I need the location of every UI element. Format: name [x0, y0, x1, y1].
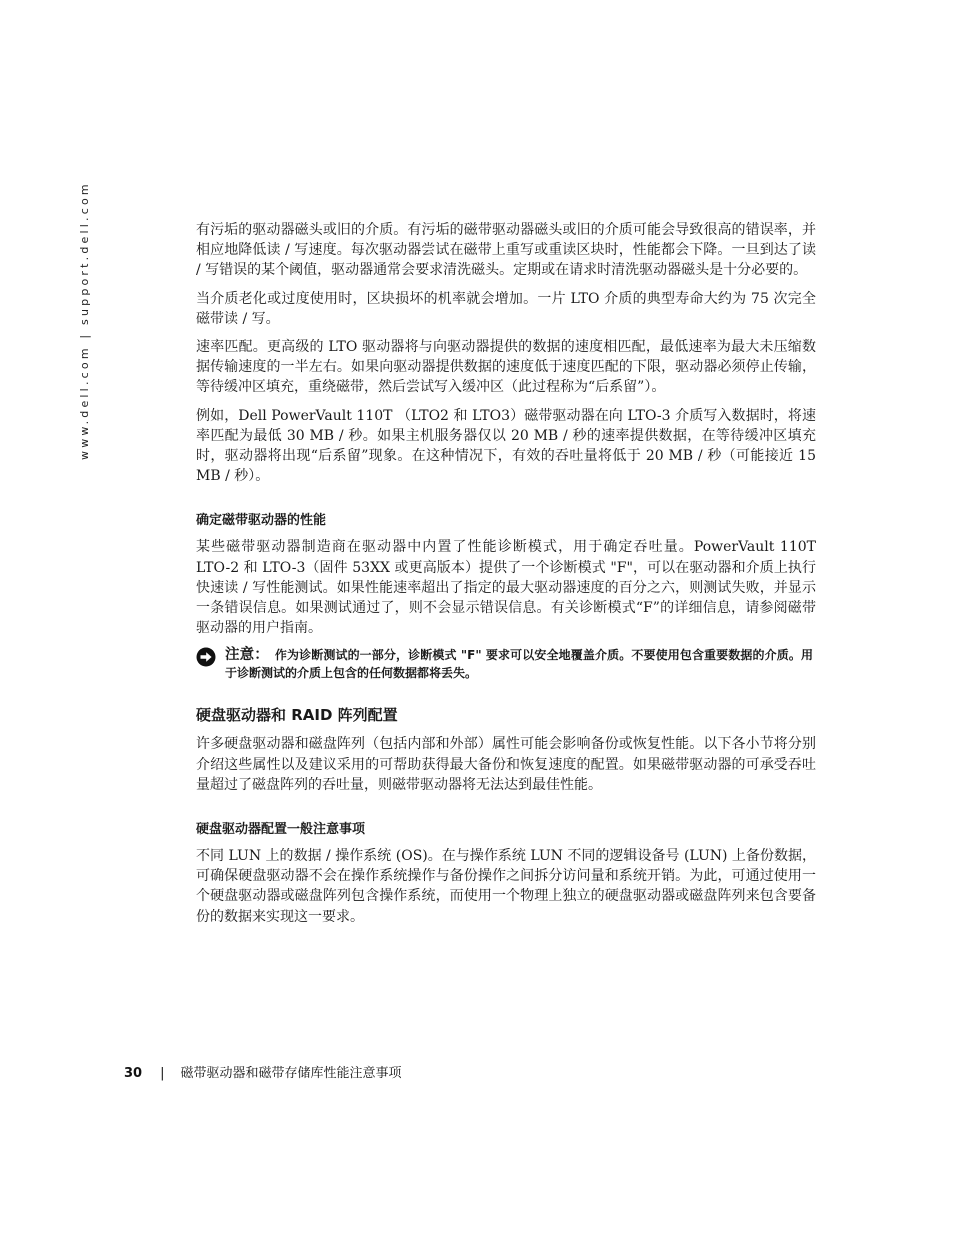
notice-box [196, 646, 816, 682]
notice-text: 作为诊断测试的一部分，诊断模式 "F" 要求可以安全地覆盖介质。不要使用包含重要数据的介质。用于诊断测试的介质上包含的任何数据都将丢失。 [225, 648, 814, 681]
page-footer [124, 1062, 402, 1081]
page-number: 30 [124, 1066, 143, 1081]
section-heading-tape-performance: 确定磁带驱动器的性能 [196, 513, 327, 529]
chapter-title: 磁带驱动器和磁带存储库性能注意事项 [180, 1066, 402, 1081]
footer-separator: | [160, 1066, 165, 1081]
notice-text-block [225, 646, 813, 682]
section-tape-performance-paragraph: 某些磁带驱动器制造商在驱动器中内置了性能诊断模式，用于确定吞吐量。PowerVault 110T LTO-2 和 LTO-3（固件 53XX 或更高版本）提供了一个诊断模式 "F"，可以在驱动器和介质上执行快速读 / 写性能测试。如果性能速率超出了指定的最大驱动器速度的百分之六，则测试失败，并显示一条错误信息。如果测试通过了，则不会显示错误信息。有关诊断模式“F”的详细信息，请参阅磁带驱动器的用户指南。 [196, 539, 816, 637]
body-paragraph-3: 速率匹配。更高级的 LTO 驱动器将与向驱动器提供的数据的速度相匹配，最低速率为最大未压缩数据传输速度的一半左右。如果向驱动器提供数据的速度低于速度匹配的下限，驱动器必须停止传输，等待缓冲区填充，重绕磁带，然后尝试写入缓冲区（此过程称为“后系留”）。 [196, 339, 816, 396]
section-disk-config-paragraph: 不同 LUN 上的数据 / 操作系统 (OS)。在与操作系统 LUN 不同的逻辑设备号 (LUN) 上备份数据，可确保硬盘驱动器不会在操作系统操作与备份操作之间拆分访问量和系统开销。为此，可通过使用一个硬盘驱动器或磁盘阵列包含操作系统，而使用一个物理上独立的硬盘驱动器或磁盘阵列来包含要备份的数据来实现这一要求。 [196, 848, 816, 925]
section-raid-paragraph: 许多硬盘驱动器和磁盘阵列（包括内部和外部）属性可能会影响备份或恢复性能。以下各小节将分别介绍这些属性以及建议采用的可帮助获得最大备份和恢复速度的配置。如果磁带驱动器的可承受吞吐量超过了磁盘阵列的吞吐量，则磁带驱动器将无法达到最佳性能。 [196, 736, 816, 793]
section-heading-raid: 硬盘驱动器和 RAID 阵列配置 [196, 706, 398, 725]
section-heading-disk-config: 硬盘驱动器配置一般注意事项 [196, 822, 366, 838]
body-paragraph-1: 有污垢的驱动器磁头或旧的介质。有污垢的磁带驱动器磁头或旧的介质可能会导致很高的错误率，并相应地降低读 / 写速度。每次驱动器尝试在磁带上重写或重读区块时，性能都会下降。一旦到达了读 / 写错误的某个阈值，驱动器通常会要求清洗磁头。定期或在请求时清洗驱动器磁头是十分必要的。 [196, 222, 816, 279]
page-content [196, 220, 816, 935]
notice-arrow-icon [196, 647, 216, 667]
sidebar-url-text: www.dell.com | support.dell.com [78, 181, 91, 460]
notice-label: 注意： [225, 647, 269, 664]
body-paragraph-2: 当介质老化或过度使用时，区块损坏的机率就会增加。一片 LTO 介质的典型寿命大约为 75 次完全磁带读 / 写。 [196, 290, 816, 327]
body-paragraph-4: 例如，Dell PowerVault 110T （LTO2 和 LTO3）磁带驱动器在向 LTO-3 介质写入数据时，将速率匹配为最低 30 MB / 秒。如果主机服务器仅以 20 MB / 秒的速率提供数据，在等待缓冲区填充时，驱动器将出现“后系留”现象。在这种情况下，有效的吞吐量将低于 20 MB / 秒（可能接近 15 MB / 秒）。 [196, 407, 816, 485]
